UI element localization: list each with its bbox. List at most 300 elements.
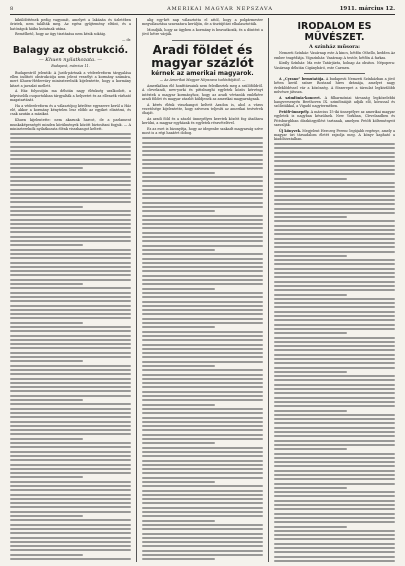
text-line: [142, 472, 263, 474]
text-line: [142, 172, 215, 174]
text-line: [142, 193, 263, 195]
text-line: [10, 451, 131, 453]
text-line: [274, 556, 395, 558]
text-line: [274, 435, 395, 437]
text-line: [274, 379, 395, 381]
news-item-title: A szimfónia-koncert.: [279, 95, 321, 100]
text-line: [142, 202, 263, 204]
text-line: [274, 517, 395, 519]
text-line: [142, 451, 263, 453]
text-line: [142, 515, 263, 517]
newspaper-title: AMERIKAI MAGYAR NEPSZAVA: [167, 6, 273, 12]
text-line: [142, 498, 263, 500]
text-line: [10, 197, 131, 199]
text-line: [10, 481, 131, 483]
text-line: [10, 300, 131, 302]
text-line: [142, 481, 215, 483]
text-line: [10, 472, 131, 474]
text-line: [274, 551, 395, 553]
text-line: [10, 163, 131, 165]
text-line: [274, 431, 395, 433]
text-line: [274, 285, 395, 287]
text-line: [142, 236, 263, 238]
text-line: [142, 386, 263, 388]
text-line: [10, 137, 131, 139]
text-line: [142, 292, 263, 294]
text-line: [10, 330, 131, 332]
text-line: [10, 193, 131, 195]
text-line: [274, 538, 395, 540]
news-item: [274, 96, 395, 109]
text-line: [142, 460, 263, 462]
text-line: [10, 485, 131, 487]
text-line: [274, 345, 395, 347]
text-line: [274, 500, 395, 502]
news-item: [274, 110, 395, 127]
news-item-text: A március 15-iki ünnepélyre az amerikai magyar egyletek is nagyban készülnek. New Yorkban, Clevelandben és Pittsburghban díszközgyűlést tartanak, amelyen Petőfi költeményeit szavalják.: [274, 110, 395, 127]
text-line: [142, 464, 263, 466]
text-line: [142, 468, 263, 470]
text-line: [274, 547, 395, 549]
text-line: [10, 322, 83, 324]
text-line: [142, 279, 263, 281]
text-line: [10, 326, 131, 328]
text-line: [274, 349, 395, 351]
text-line: [274, 160, 395, 162]
text-line: [274, 306, 395, 308]
column-2: [142, 18, 263, 562]
text-line: [10, 498, 131, 500]
text-line: [274, 354, 395, 356]
text-line: [10, 399, 83, 401]
text-line: [10, 476, 83, 478]
text-line: [10, 339, 131, 341]
text-line: [10, 558, 131, 560]
text-line: [274, 410, 347, 412]
text-line: [142, 412, 263, 414]
text-line: [142, 163, 263, 165]
text-line: [142, 154, 263, 156]
text-line: [10, 455, 131, 457]
text-line: [142, 215, 263, 217]
text-line: [142, 313, 263, 315]
text-line: [10, 416, 131, 418]
text-line: [274, 474, 395, 476]
text-line: [142, 455, 263, 457]
news-item: [274, 129, 395, 142]
text-line: [274, 526, 347, 528]
text-line: [274, 242, 395, 244]
text-line: [10, 214, 131, 216]
text-filler: [274, 143, 395, 562]
text-line: [274, 457, 395, 459]
text-filler: [142, 137, 263, 562]
text-line: [274, 208, 395, 210]
text-line: [142, 301, 263, 303]
text-line: [274, 302, 395, 304]
text-line: [10, 133, 131, 135]
text-line: [142, 545, 263, 547]
text-line: [142, 524, 263, 526]
text-line: [142, 374, 263, 376]
text-line: [142, 447, 263, 449]
column-1: [10, 18, 131, 562]
text-line: [142, 270, 263, 272]
text-line: [10, 150, 131, 152]
article-text: A Ház folyosóján ma délután nagy élénkség uralkodott, a képviselők csoportokban tárgyalták a helyzetet és az ellenzék várható magatartását.: [10, 89, 131, 103]
text-line: [274, 165, 395, 167]
text-line: [10, 141, 131, 143]
text-line: [274, 461, 395, 463]
text-line: [274, 315, 395, 317]
text-line: [142, 150, 263, 152]
text-line: [274, 289, 395, 291]
text-line: [10, 412, 131, 414]
text-line: [142, 223, 263, 225]
text-line: [142, 185, 263, 187]
text-line: [10, 347, 131, 349]
text-line: [142, 167, 263, 169]
text-line: [142, 399, 263, 401]
text-line: [142, 318, 263, 320]
text-line: [142, 197, 263, 199]
text-line: [274, 465, 395, 467]
text-line: [274, 487, 347, 489]
text-line: [142, 266, 263, 268]
text-line: [142, 558, 215, 560]
news-item-title: Új könyvek.: [279, 128, 302, 133]
text-line: [10, 425, 131, 427]
text-line: [10, 305, 131, 307]
text-line: [142, 210, 215, 212]
text-line: [142, 253, 263, 255]
page-number: 8: [10, 6, 14, 12]
text-line: [142, 395, 263, 397]
text-line: [142, 511, 263, 513]
text-line: [10, 236, 131, 238]
text-line: [10, 210, 131, 212]
text-line: [274, 220, 395, 222]
text-line: [274, 453, 395, 455]
text-line: [274, 259, 395, 261]
text-line: [274, 534, 395, 536]
text-line: [142, 180, 263, 182]
text-line: [10, 395, 131, 397]
text-line: [274, 337, 395, 339]
text-line: [274, 199, 395, 201]
text-line: [10, 266, 131, 268]
text-line: [274, 422, 395, 424]
text-line: [142, 335, 263, 337]
text-line: [142, 490, 263, 492]
text-line: [142, 309, 263, 311]
text-line: [274, 311, 395, 313]
text-line: [274, 143, 395, 145]
text-line: [10, 532, 131, 534]
text-line: [274, 478, 395, 480]
text-line: [142, 159, 263, 161]
text-line: [274, 255, 347, 257]
text-line: [274, 427, 395, 429]
article-headline: Aradi földet és magyar százlót: [151, 42, 254, 70]
text-line: [142, 425, 263, 427]
article-divider: [172, 40, 233, 41]
text-line: [142, 288, 215, 290]
text-line: [10, 343, 131, 345]
text-line: [10, 287, 131, 289]
text-line: [10, 146, 131, 148]
text-line: [142, 142, 263, 144]
text-line: [142, 421, 263, 423]
text-line: [10, 176, 131, 178]
article-dateline: Budapest, március 11.: [51, 64, 90, 69]
text-line: [274, 246, 395, 248]
text-line: [10, 206, 83, 208]
text-line: [274, 169, 395, 171]
text-line: [10, 442, 131, 444]
text-line: [274, 195, 395, 197]
text-line: [10, 524, 131, 526]
text-line: [10, 352, 131, 354]
text-line: [142, 356, 263, 358]
text-line: [10, 549, 131, 551]
text-line: [142, 442, 215, 444]
text-line: [274, 414, 395, 416]
article-text: Király Színház: Ma este Tatárjárás, holnap Az obsitos. Népopera: Vasárnap délután Cigánybáró, este Carmen.: [274, 61, 395, 70]
text-line: [274, 358, 395, 360]
article-text: Budapestről jelentik: A Justh-pártnak a véderőreform tárgyalása ellen indított obstrukciója nem jelent veszélyt a kormány számára, mert Khuen-Héderváry miniszterelnök kijelentette, hogy a kormány kitart a javaslat mellett.: [10, 70, 131, 88]
text-line: [142, 404, 215, 406]
text-line: [10, 408, 131, 410]
text-line: [10, 158, 131, 160]
text-line: [10, 494, 131, 496]
text-line: [142, 507, 263, 509]
text-line: [10, 506, 131, 508]
text-line: [10, 438, 83, 440]
text-line: [10, 244, 83, 246]
article-headline: Balagy az obstrukció.: [12, 45, 129, 57]
text-line: [274, 401, 395, 403]
text-line: [10, 515, 83, 517]
text-line: [274, 238, 395, 240]
text-line: [10, 240, 131, 242]
article-text: Amerikában élő honfitársaink nem feledkeztek meg a szülőföldről. A clevelandi, new-yorki és pittsburghi egyletek közös kérvényt intéztek a magyar kormányhoz, hogy az aradi vértanúk emlékére aradi földet és magyar zászlót küldjenek az amerikai magyarságnak.: [142, 83, 263, 101]
text-line: [10, 382, 131, 384]
text-line: [10, 373, 131, 375]
text-line: [142, 533, 263, 535]
article-text: Khuen kijelentette: nem akarunk harcot, de a parlament munkaképességét minden körülmények között biztosítani fogjuk. — A miniszterelnök nyilatkozata élénk visszhangot keltett.: [10, 118, 131, 131]
text-line: [10, 317, 131, 319]
article-subheadline: — Khuen nyilatkozata. —: [38, 57, 103, 64]
text-line: [10, 171, 131, 173]
text-line: [10, 249, 131, 251]
text-line: [10, 519, 131, 521]
article-text: Az aradi föld és a zászló ünnepélyes keretek között fog átadásra kerülni, a magyar egyházak és egyletek részvételével.: [142, 117, 263, 126]
text-line: [142, 537, 263, 539]
text-line: [274, 397, 395, 399]
news-item-title: A „Cyrano” bemutatója.: [279, 76, 325, 81]
text-line: [274, 272, 395, 274]
text-line: [10, 296, 131, 298]
text-line: [274, 530, 395, 532]
text-line: [274, 483, 395, 485]
article-text: alig egy-két nap választotta el attól, hogy a polgármester megválasztása szavazásra kerüljön, de a tisztújítást elhalasztották.: [142, 18, 263, 27]
text-line: [274, 203, 395, 205]
text-line: [274, 173, 395, 175]
text-line: [142, 485, 263, 487]
text-line: [274, 319, 395, 321]
text-line: [274, 444, 395, 446]
text-line: [142, 146, 263, 148]
article-text: kiküldöttének pedig vagyonát, amelyet a lakásán és üzletében őriztek, nem találták meg. Az egész gyűjtemény eltűnt, és a hatóságok hiába kutatnak utána.: [10, 18, 131, 31]
text-line: [10, 189, 131, 191]
text-line: [142, 283, 263, 285]
text-line: [10, 223, 131, 225]
text-line: [10, 309, 131, 311]
text-line: [10, 279, 131, 281]
text-line: [274, 362, 395, 364]
text-line: [274, 375, 395, 377]
text-line: [142, 382, 263, 384]
text-line: [274, 418, 395, 420]
column-rule: [136, 18, 137, 562]
text-line: [274, 229, 395, 231]
text-line: [142, 391, 263, 393]
page-header: [10, 4, 395, 15]
text-line: [142, 262, 263, 264]
text-line: [142, 227, 263, 229]
text-line: [274, 491, 395, 493]
section-subheadline: A színház műsora:: [308, 44, 361, 50]
text-line: [10, 270, 131, 272]
text-line: [274, 152, 395, 154]
text-line: [10, 446, 131, 448]
text-line: [274, 367, 395, 369]
article-text: Remélhető, hogy az ügy tisztázása nem késik sokáig.: [15, 32, 106, 37]
text-line: [142, 408, 263, 410]
article-signature: — dr.: [122, 38, 131, 43]
text-line: [274, 332, 347, 334]
issue-date: 1911. március 12.: [339, 6, 395, 12]
text-line: [142, 245, 263, 247]
text-line: [10, 386, 131, 388]
text-line: [274, 182, 395, 184]
text-line: [142, 502, 263, 504]
text-line: [142, 541, 263, 543]
text-line: [142, 176, 263, 178]
text-line: [142, 477, 263, 479]
text-line: [142, 365, 215, 367]
text-line: [142, 189, 263, 191]
text-line: [10, 464, 131, 466]
text-line: [274, 543, 395, 545]
text-line: [10, 231, 131, 233]
text-line: [274, 233, 395, 235]
text-line: [10, 356, 131, 358]
text-line: [10, 421, 131, 423]
text-line: [142, 528, 263, 530]
text-line: [274, 384, 395, 386]
text-line: [274, 341, 395, 343]
text-line: [10, 433, 131, 435]
text-line: [10, 262, 131, 264]
article-text: Mondják, hogy az ügyben a kormány is beavatkozik, és a döntést a jövő hétre várják.: [142, 28, 263, 37]
text-line: [142, 378, 263, 380]
text-line: [10, 219, 131, 221]
text-line: [142, 326, 215, 328]
text-line: [142, 305, 263, 307]
text-line: [274, 225, 395, 227]
text-filler: [10, 133, 131, 562]
text-line: [274, 504, 395, 506]
text-line: [142, 137, 263, 139]
text-line: [10, 274, 131, 276]
text-line: [142, 352, 263, 354]
news-item-title: Petőfi-ünnepély.: [279, 110, 310, 115]
text-line: [142, 249, 215, 251]
text-line: [274, 470, 395, 472]
text-line: [10, 459, 131, 461]
text-line: [274, 448, 347, 450]
text-line: [142, 438, 263, 440]
text-line: [274, 276, 395, 278]
text-line: [274, 251, 395, 253]
text-line: [10, 468, 131, 470]
text-line: [274, 508, 395, 510]
text-line: [142, 219, 263, 221]
text-line: [274, 294, 347, 296]
text-line: [10, 253, 131, 255]
article-text: A kérés élénk visszhangot keltett Aradon is, ahol a város vezetősége kijelentette, hogy szívesen teljesíti az amerikai testvérek óhaját.: [142, 102, 263, 116]
news-item: [274, 77, 395, 94]
text-line: [10, 154, 131, 156]
text-line: [10, 378, 131, 380]
text-line: [10, 537, 131, 539]
text-line: [274, 513, 395, 515]
text-line: [274, 495, 395, 497]
text-line: [142, 206, 263, 208]
text-line: [10, 511, 131, 513]
article-text: Nemzeti Színház: Vasárnap este A kincs, hétfőn Othello, kedden Az ember tragédiája. Vígszínház: Vasárnap A testőr, hétfőn A farkas.: [274, 51, 395, 60]
text-line: [10, 313, 131, 315]
article-dateline: — Az Amerikai Magyar Népszava tudósítójától. —: [159, 77, 246, 82]
text-line: [142, 275, 263, 277]
text-line: [142, 240, 263, 242]
text-line: [142, 417, 263, 419]
text-line: [142, 322, 263, 324]
text-line: [10, 257, 131, 259]
text-line: [10, 369, 131, 371]
text-line: [274, 521, 395, 523]
text-line: [10, 390, 131, 392]
text-line: [274, 178, 347, 180]
text-line: [274, 212, 395, 214]
text-line: [10, 528, 131, 530]
text-line: [142, 348, 263, 350]
text-line: [274, 388, 395, 390]
text-line: [10, 429, 131, 431]
text-line: [10, 545, 131, 547]
article-subheadline: kérnek az amerikai magyarok.: [151, 69, 254, 77]
text-line: [274, 216, 347, 218]
article-text: Ez az eset is bizonyítja, hogy az idegenbe szakadt magyarság szíve most is a régi hazáért dobog.: [142, 127, 263, 136]
article-divider: [304, 73, 365, 74]
text-line: [142, 331, 263, 333]
text-line: [142, 429, 263, 431]
text-line: [142, 344, 263, 346]
text-line: [10, 502, 131, 504]
column-rule: [268, 18, 269, 562]
